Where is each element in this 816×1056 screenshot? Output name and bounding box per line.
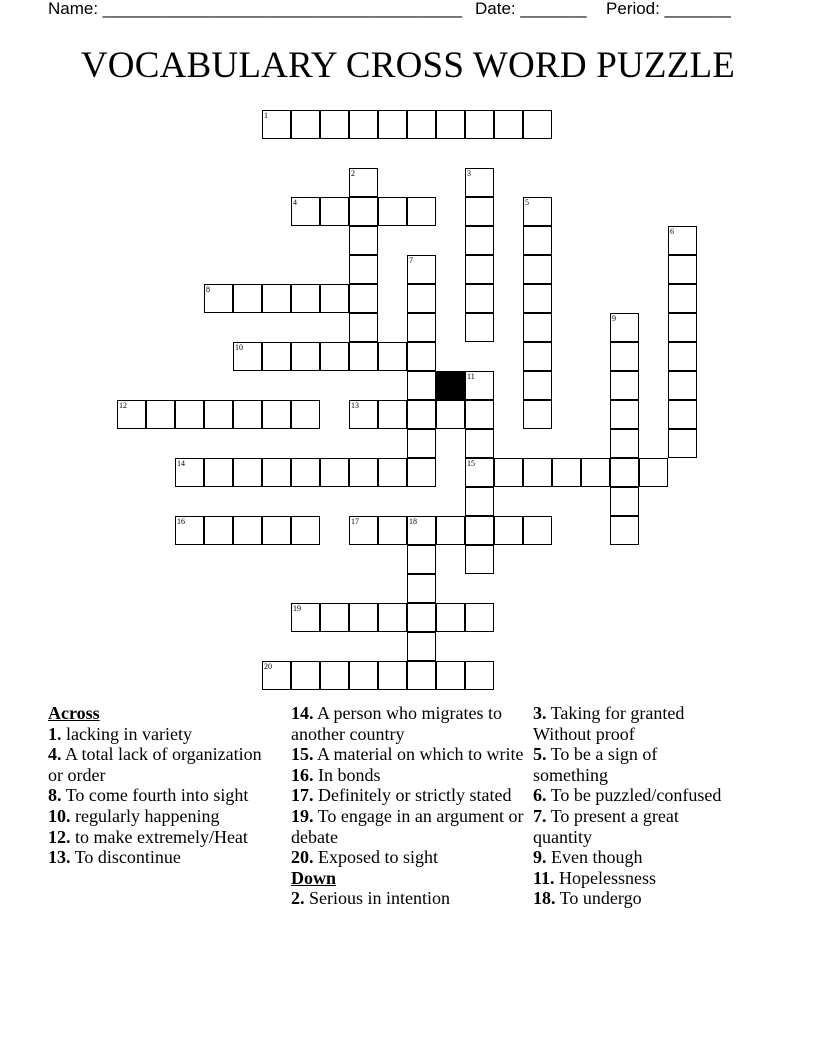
clue-number-label: 4: [293, 198, 297, 207]
grid-cell[interactable]: [349, 110, 378, 139]
clue-number-label: 13: [351, 401, 359, 410]
grid-cell[interactable]: [407, 400, 436, 429]
clue-item: [291, 847, 527, 868]
clue-item: [291, 744, 527, 765]
clue-number: 14.: [291, 703, 314, 723]
grid-cell[interactable]: [668, 255, 697, 284]
clue-number: 10.: [48, 805, 71, 826]
clue-number: 13.: [48, 847, 71, 868]
grid-cell[interactable]: [291, 342, 320, 371]
grid-cell[interactable]: [320, 110, 349, 139]
clue-item: [533, 744, 733, 785]
clue-text: To discontinue: [70, 847, 181, 868]
grid-cell[interactable]: [465, 226, 494, 255]
across-clue-list: [48, 724, 278, 868]
clue-number-label: 17: [351, 517, 359, 526]
grid-cell[interactable]: [494, 516, 523, 545]
grid-cell[interactable]: [465, 545, 494, 574]
grid-cell[interactable]: [523, 342, 552, 371]
grid-cell[interactable]: [233, 400, 262, 429]
grid-cell[interactable]: [320, 342, 349, 371]
grid-cell[interactable]: [378, 661, 407, 690]
grid-cell[interactable]: [407, 429, 436, 458]
grid-cell[interactable]: [407, 574, 436, 603]
clue-number: 5.: [533, 744, 547, 765]
grid-cell[interactable]: [668, 371, 697, 400]
clue-item: [48, 847, 278, 868]
black-cell: [436, 371, 465, 400]
grid-cell[interactable]: [378, 400, 407, 429]
clue-number: 6.: [533, 785, 547, 806]
grid-cell[interactable]: [262, 458, 291, 487]
clue-item: [533, 847, 733, 868]
clue-item: [291, 806, 527, 847]
grid-cell[interactable]: [349, 226, 378, 255]
grid-cell[interactable]: [668, 313, 697, 342]
clue-text: A person who migrates to another country: [291, 703, 502, 744]
grid-cell[interactable]: [465, 516, 494, 545]
grid-cell[interactable]: [349, 458, 378, 487]
down-clue-list: [291, 888, 527, 909]
grid-cell[interactable]: [378, 458, 407, 487]
clue-number: 4.: [48, 744, 62, 765]
clues-column-1: [48, 703, 278, 868]
grid-cell[interactable]: [494, 110, 523, 139]
clue-text: To present a great quantity: [533, 805, 679, 847]
grid-cell[interactable]: [523, 110, 552, 139]
grid-cell[interactable]: [349, 603, 378, 632]
grid-cell[interactable]: [378, 342, 407, 371]
grid-cell[interactable]: [465, 429, 494, 458]
clue-item: [291, 703, 527, 744]
clue-number-label: 9: [612, 314, 616, 323]
clue-number: 16.: [291, 764, 314, 785]
grid-cell[interactable]: [349, 313, 378, 342]
grid-cell[interactable]: [668, 284, 697, 313]
grid-cell[interactable]: [436, 661, 465, 690]
clue-number: 9.: [533, 847, 547, 868]
grid-cell[interactable]: [204, 400, 233, 429]
clue-text: To undergo: [555, 888, 642, 909]
clue-text: A total lack of organization or order: [48, 744, 262, 785]
clue-text: Even though: [546, 847, 643, 868]
grid-cell[interactable]: [407, 313, 436, 342]
grid-cell[interactable]: [436, 110, 465, 139]
clue-text: To be a sign of something: [533, 744, 658, 785]
grid-cell[interactable]: [378, 603, 407, 632]
grid-cell[interactable]: [465, 400, 494, 429]
grid-cell[interactable]: [523, 400, 552, 429]
grid-cell[interactable]: [407, 110, 436, 139]
clue-text: To be puzzled/confused: [546, 785, 722, 806]
clue-item: [48, 806, 278, 827]
clue-item: [48, 785, 278, 806]
grid-cell[interactable]: [523, 284, 552, 313]
grid-cell[interactable]: [436, 603, 465, 632]
grid-cell[interactable]: [668, 429, 697, 458]
grid-cell[interactable]: [291, 458, 320, 487]
clue-text: Serious in intention: [304, 888, 450, 909]
grid-cell[interactable]: [523, 313, 552, 342]
clue-number: 11.: [533, 867, 555, 888]
down-clue-list-continued: [533, 703, 733, 909]
clue-number-label: 18: [409, 517, 417, 526]
grid-cell[interactable]: [146, 400, 175, 429]
grid-cell[interactable]: [407, 603, 436, 632]
grid-cell[interactable]: [291, 516, 320, 545]
grid-cell[interactable]: [407, 661, 436, 690]
clue-text: regularly happening: [70, 805, 220, 826]
clue-text: Definitely or strictly stated: [313, 785, 512, 806]
grid-cell[interactable]: [262, 516, 291, 545]
grid-cell[interactable]: [349, 284, 378, 313]
period-field[interactable]: Period: _______: [606, 0, 731, 18]
clue-number: 8.: [48, 785, 62, 806]
clue-number-label: 2: [351, 169, 355, 178]
clue-text: to make extremely/Heat: [70, 826, 248, 847]
grid-cell[interactable]: [552, 458, 581, 487]
clue-item: [533, 806, 733, 847]
clue-number: 12.: [48, 826, 71, 847]
grid-cell[interactable]: [349, 342, 378, 371]
name-field[interactable]: Name: ______________________________________: [48, 0, 463, 18]
clue-number-label: 16: [177, 517, 185, 526]
grid-cell[interactable]: [581, 458, 610, 487]
grid-cell[interactable]: [407, 342, 436, 371]
grid-cell[interactable]: [668, 400, 697, 429]
grid-cell[interactable]: [639, 458, 668, 487]
grid-cell[interactable]: [610, 458, 639, 487]
grid-cell[interactable]: [494, 458, 523, 487]
clue-number-label: 12: [119, 401, 127, 410]
grid-cell[interactable]: [610, 371, 639, 400]
clue-number-label: 3: [467, 169, 471, 178]
clue-number: 7.: [533, 805, 547, 826]
clue-number: 19.: [291, 805, 314, 826]
clue-item: [533, 888, 733, 909]
clue-text: lacking in variety: [61, 723, 192, 744]
grid-cell[interactable]: [523, 226, 552, 255]
down-heading: Down: [291, 867, 337, 888]
grid-cell[interactable]: [320, 197, 349, 226]
grid-cell[interactable]: [378, 110, 407, 139]
clue-number: 18.: [533, 888, 556, 909]
clue-text: Taking for granted Without proof: [533, 703, 685, 744]
grid-cell[interactable]: [407, 284, 436, 313]
grid-cell[interactable]: [610, 342, 639, 371]
clue-text: In bonds: [313, 764, 381, 785]
grid-cell[interactable]: [465, 284, 494, 313]
grid-cell[interactable]: [436, 400, 465, 429]
grid-cell[interactable]: [523, 516, 552, 545]
grid-cell[interactable]: [378, 197, 407, 226]
clue-item: [533, 785, 733, 806]
grid-cell[interactable]: [668, 342, 697, 371]
grid-cell[interactable]: [407, 458, 436, 487]
grid-cell[interactable]: [291, 661, 320, 690]
date-field[interactable]: Date: _______: [475, 0, 587, 18]
grid-cell[interactable]: [175, 400, 204, 429]
across-clue-list-continued: [291, 703, 527, 868]
across-heading: Across: [48, 703, 100, 723]
grid-cell[interactable]: [320, 284, 349, 313]
clue-item: [533, 703, 733, 744]
grid-cell[interactable]: [407, 197, 436, 226]
clues-column-2: [291, 703, 527, 909]
clue-number-label: 15: [467, 459, 475, 468]
clue-item: [533, 868, 733, 889]
grid-cell[interactable]: [378, 516, 407, 545]
grid-cell[interactable]: [349, 661, 378, 690]
grid-cell[interactable]: [204, 516, 233, 545]
page-title: VOCABULARY CROSS WORD PUZZLE: [80, 45, 736, 86]
clue-text: Hopelessness: [554, 867, 657, 888]
grid-cell[interactable]: [465, 255, 494, 284]
clue-number: 3.: [533, 703, 547, 723]
grid-cell[interactable]: [291, 284, 320, 313]
clue-item: [291, 785, 527, 806]
clues-column-3: [533, 703, 733, 909]
clue-number-label: 19: [293, 604, 301, 613]
clue-text: To come fourth into sight: [61, 785, 249, 806]
grid-cell[interactable]: [610, 487, 639, 516]
grid-cell[interactable]: [610, 516, 639, 545]
grid-cell[interactable]: [291, 400, 320, 429]
grid-cell[interactable]: [233, 458, 262, 487]
grid-cell[interactable]: [523, 458, 552, 487]
grid-cell[interactable]: [320, 603, 349, 632]
grid-cell[interactable]: [465, 313, 494, 342]
grid-cell[interactable]: [349, 255, 378, 284]
grid-cell[interactable]: [523, 371, 552, 400]
grid-cell[interactable]: [233, 284, 262, 313]
grid-cell[interactable]: [523, 255, 552, 284]
clue-number-label: 5: [525, 198, 529, 207]
clue-text: A material on which to write: [313, 744, 524, 765]
clue-number-label: 10: [235, 343, 243, 352]
clue-text: Exposed to sight: [313, 847, 438, 868]
grid-cell[interactable]: [465, 661, 494, 690]
grid-cell[interactable]: [407, 545, 436, 574]
clue-number: 1.: [48, 723, 62, 744]
clue-number-label: 11: [467, 372, 475, 381]
clue-number: 2.: [291, 888, 305, 909]
grid-cell[interactable]: [610, 429, 639, 458]
grid-cell[interactable]: [262, 400, 291, 429]
grid-cell[interactable]: [465, 487, 494, 516]
clue-number-label: 8: [206, 285, 210, 294]
grid-cell[interactable]: [291, 110, 320, 139]
clue-number-label: 7: [409, 256, 413, 265]
grid-cell[interactable]: [436, 516, 465, 545]
grid-cell[interactable]: [349, 197, 378, 226]
grid-cell[interactable]: [465, 110, 494, 139]
clue-item: [48, 827, 278, 848]
grid-cell[interactable]: [233, 516, 262, 545]
grid-cell[interactable]: [320, 661, 349, 690]
grid-cell[interactable]: [407, 632, 436, 661]
grid-cell[interactable]: [204, 458, 233, 487]
grid-cell[interactable]: [465, 603, 494, 632]
grid-cell[interactable]: [610, 400, 639, 429]
clue-number-label: 20: [264, 662, 272, 671]
clue-item: [48, 744, 278, 785]
clue-number: 17.: [291, 785, 314, 806]
grid-cell[interactable]: [465, 197, 494, 226]
grid-cell[interactable]: [407, 371, 436, 400]
grid-cell[interactable]: [320, 458, 349, 487]
clue-number: 15.: [291, 744, 314, 765]
clue-text: To engage in an argument or debate: [291, 805, 524, 847]
grid-cell[interactable]: [262, 342, 291, 371]
clue-item: [48, 724, 278, 745]
clue-item: [291, 888, 527, 909]
grid-cell[interactable]: [262, 284, 291, 313]
clue-number: 20.: [291, 847, 314, 868]
clue-item: [291, 765, 527, 786]
clue-number-label: 1: [264, 111, 268, 120]
clue-number-label: 6: [670, 227, 674, 236]
clue-number-label: 14: [177, 459, 185, 468]
